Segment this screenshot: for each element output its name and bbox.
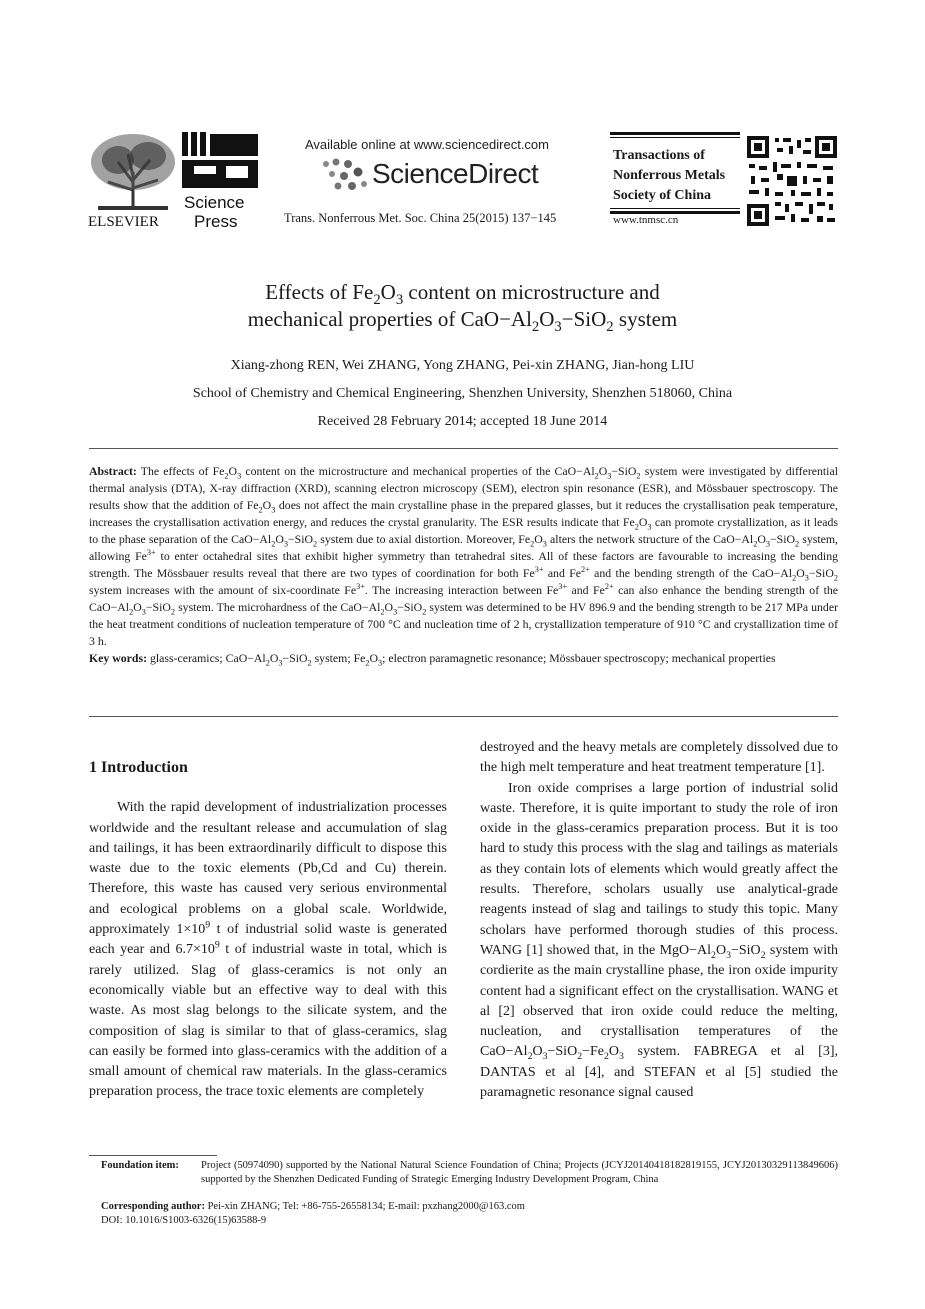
intro-paragraph-1-continued: destroyed and the heavy metals are completely dissolved due to the high melt temperature and heat treatment temperature [1]. — [480, 740, 838, 776]
keywords-label: Key words: — [89, 651, 147, 665]
qr-code — [747, 136, 837, 226]
science-press-line1: Science — [184, 193, 245, 212]
abstract-text: The effects of $Fe_2O_3$ content on the microstructure and mechanical properties of the $CaO-Al_2O_3-SiO_2$ system were investigated by differential thermal analysis (DTA), X-ray diffraction (XRD), scanning electron microscopy (SEM), electron spin resonance (ESR), and Mössbauer spectroscopy. The results show that the addition of $Fe_2O_3$ does not affect the main crystalline phase in the prepared glasses, but it reduces the crystallisation peak temperature, increases the crystallisation activation energy, and reduces the crystal granularity. The ESR results indicate that $Fe_2O_3$ can promote crystallization, as it leads to the phase separation of the $CaO-Al_2O_3-SiO_2$ system due to axial distortion. Moreover, $Fe_2O_3$ alters the network structure of the $CaO-Al_2O_3-SiO_2$ system, allowing $Fe^{3+}$ to enter octahedral sites that exhibit higher symmetry than tetrahedral sites. All of these factors are favourable to increasing the bending strength. The Mössbauer results reveal that there are two types of coordination for both $Fe^{3+}$ and $Fe^{2+}$ and the bending strength of the $CaO-Al_2O_3-SiO_2$ system increases with the amount of six-coordinate $Fe^{3+}$. The increasing interaction between $Fe^{3+}$ and $Fe^{2+}$ can also enhance the bending strength of the $CaO-Al_2O_3-SiO_2$ system. The microhardness of the $CaO-Al_2O_3-SiO_2$ system was determined to be HV 896.9 and the bending strength to be 217 MPa under the heat treatment conditions of nucleation temperature of 700 °C and nucleation time of 2 h, crystallization temperature of 910 °C and crystallization time of 3 h. — [89, 464, 839, 648]
affiliation: School of Chemistry and Chemical Engineering, Shenzhen University, Shenzhen 518060, China — [192, 386, 733, 401]
elsevier-label: ELSEVIER — [88, 214, 159, 228]
corresponding-footnote — [101, 1200, 838, 1214]
left-column — [89, 758, 447, 1103]
journal-citation: Trans. Nonferrous Met. Soc. China 25(2015) 137−145 — [284, 211, 557, 225]
keywords — [89, 650, 838, 667]
section-heading: 1 Introduction — [89, 759, 188, 776]
abstract-label: Abstract: — [89, 464, 137, 478]
sciencedirect-wordmark: ScienceDirect — [372, 158, 539, 189]
article-title-line2: mechanical properties of $CaO-Al_2O_3-SiO_2$ system — [247, 307, 678, 336]
footnote-divider — [89, 1155, 217, 1156]
sciencedirect-dots-icon — [318, 156, 372, 192]
available-online-text: Available online at www.sciencedirect.com — [305, 137, 549, 152]
abstract-divider — [89, 716, 838, 717]
corresponding-text: Pei-xin ZHANG; Tel: +86-755-26558134; E-mail: pxzhang2000@163.com — [207, 1201, 525, 1212]
foundation-footnote — [101, 1159, 838, 1186]
authors: Xiang-zhong REN, Wei ZHANG, Yong ZHANG, Pei-xin ZHANG, Jian-hong LIU — [230, 358, 695, 373]
article-title-line1: Effects of $Fe_2O_3$ content on microstructure and — [265, 280, 660, 309]
keywords-text: glass-ceramics; $CaO-Al_2O_3-SiO_2$ system; $Fe_2O_3$; electron paramagnetic resonance; Mössbauer spectroscopy; mechanical properties — [149, 651, 776, 668]
journal-url: www.tnmsc.cn — [613, 214, 679, 226]
corresponding-label: Corresponding author: — [101, 1201, 205, 1212]
foundation-text: Project (50974090) supported by the National Natural Science Foundation of China; Projects (JCYJ20140418182819155, JCYJ20130329113849606) supported by the Shenzhen Dedicated Funding of Strategic Emerging Industry Development Program, China — [201, 1160, 838, 1185]
abstract — [89, 463, 838, 650]
foundation-label: Foundation item: — [101, 1160, 179, 1171]
journal-title: Transactions of Nonferrous Metals Society of China — [613, 148, 726, 203]
abstract-block — [89, 463, 838, 667]
article-title — [0, 279, 925, 336]
received-dates: Received 28 February 2014; accepted 18 June 2014 — [317, 414, 608, 429]
intro-paragraph-2: Iron oxide comprises a large portion of industrial solid waste. Therefore, it is quite important to study the role of iron oxide in the glass-ceramics preparation process. But it is too hard to study this process with the slag and tailings as materials as they contain lots of elements which would greatly affect the results. Therefore, scholars usually use analytical-grade reagents instead of slag and tailings to study this topic. Many scholars have performed thorough studies of this process. WANG [1] showed that, in the $MgO-Al_2O_3-SiO_2$ system with cordierite as the main crystalline phase, the iron oxide impurity content had a significant effect on the crystallisation. WANG et al [2] observed that iron oxide could reduce the melting, nucleation, and crystallisation temperatures of the $CaO-Al_2O_3-SiO_2-Fe_2O_3$ system. FABREGA et al [3], DANTAS et al [4], and STEFAN et al [5] studied the paramagnetic resonance signal caused — [480, 780, 839, 1101]
doi: DOI: 10.1016/S1003-6326(15)63588-9 — [101, 1215, 267, 1226]
right-column — [480, 738, 838, 1103]
science-press-line2: Press — [194, 212, 238, 228]
elsevier-logo — [88, 132, 178, 228]
science-press-logo — [180, 132, 262, 228]
top-divider — [89, 448, 838, 449]
intro-paragraph-1: With the rapid development of industrialization processes worldwide and the resultant release and accumulation of slag and tailings, it has been extraordinarily difficult to dispose this waste due to the toxic elements (Pb,Cd and Cu) therein. Therefore, this waste has caused very serious environmental and ecological problems on a global scale. Worldwide, approximately $1\times 10^9$ t of industrial solid waste is generated each year and $6.7\times 10^9$ t of industrial waste in total, which is rarely utilized. Slag of glass-ceramics is not only an economically viable but an effective way to deal with this waste. As most slag belongs to the silicate system, and the composition of slag is similar to that of glass-ceramics, slag can easily be formed into glass-ceramics with the addition of a small amount of chemical raw materials. In the glass-ceramics preparation process, the trace toxic elements are completely — [89, 800, 447, 1100]
journal-banner — [610, 132, 740, 230]
